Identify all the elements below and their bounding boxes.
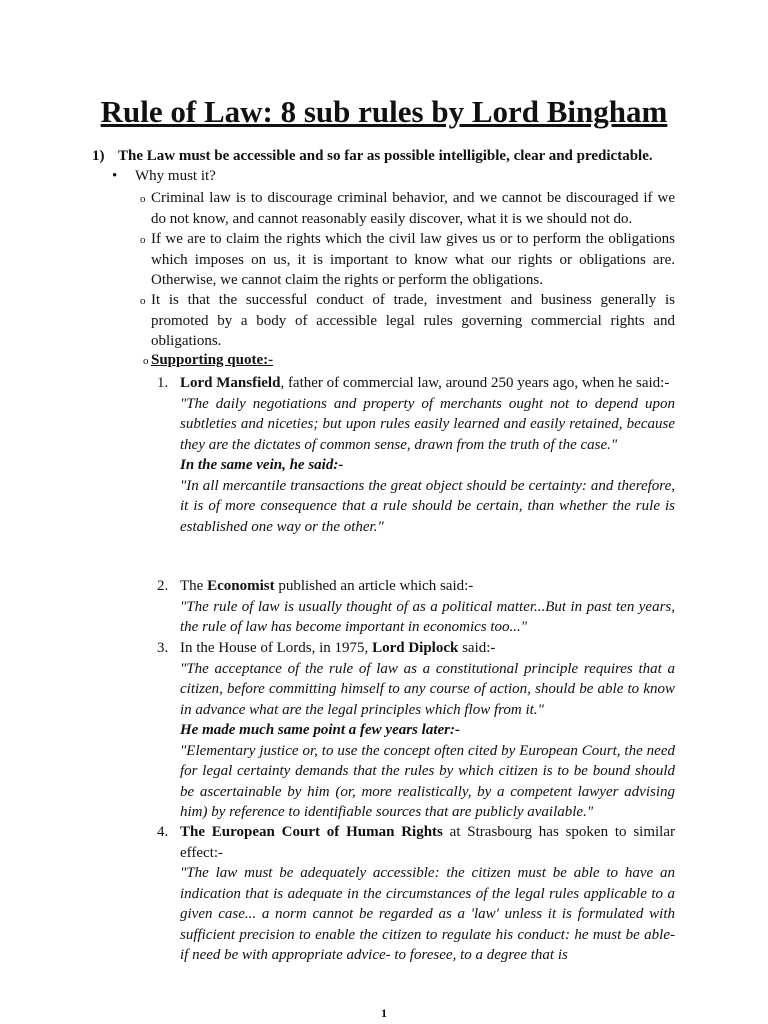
circle-bullet-icon: o: [140, 295, 146, 307]
quote-intro: , father of commercial law, around 250 years ago, when he said:-: [280, 375, 670, 391]
quote-intro: said:-: [458, 640, 496, 656]
section-heading-text: The Law must be accessible and so far as possible intelligible, clear and predictable.: [118, 148, 653, 164]
quote-source: Economist: [207, 578, 275, 594]
page-number: 1: [381, 1006, 387, 1020]
quote-intro: published an article which said:-: [274, 578, 474, 594]
supporting-quote-label: [143, 352, 273, 369]
quote-text: "The daily negotiations and property of merchants ought not to depend upon subtleties and niceties; but upon rules easily learned and easily retained, because they are the dictates of common sense, drawn from the truth of the case.": [180, 395, 675, 453]
quote-number: 1.: [157, 375, 169, 391]
quote-pre: In the House of Lords, in 1975,: [180, 640, 373, 656]
section-heading: [92, 148, 653, 165]
bullet-icon: •: [112, 168, 118, 184]
circle-bullet-icon: o: [140, 193, 146, 205]
quote-number: 3.: [157, 640, 169, 656]
page-title: Rule of Law: 8 sub rules by Lord Bingham: [100, 94, 668, 129]
sub-point: [140, 290, 675, 352]
section-number: 1): [92, 148, 105, 164]
sub-point-text: It is that the successful conduct of trade, investment and business generally is promoted by a body of accessible legal rules governing commercial rights and obligations.: [151, 292, 675, 349]
circle-bullet-icon: o: [140, 234, 146, 246]
supporting-quote-text: Supporting quote:-: [151, 352, 274, 368]
quote-intro: at Strasbourg has spoken to similar effect:-: [180, 824, 675, 861]
bullet-text: Why must it?: [135, 168, 216, 184]
sub-point: [140, 229, 675, 291]
quote-source: The European Court of Human Rights: [180, 824, 443, 840]
quote-text: "Elementary justice or, to use the concept often cited by European Court, the need for legal certainty demands that the rules by which citizen is to be bound should be ascertainable by him (or, more realistically, by a competent lawyer advising him) by reference to identifiable sources that are publicly available.": [180, 742, 675, 820]
quote-number: 2.: [157, 578, 169, 594]
quote-item: [157, 638, 675, 823]
quote-source: Lord Mansfield: [180, 375, 281, 391]
sub-point-text: Criminal law is to discourage criminal behavior, and we cannot be discouraged if we do not know, and cannot reasonably easily discover, what it is we should not do.: [151, 190, 675, 227]
sub-point: [140, 188, 675, 229]
quote-lead: He made much same point a few years later:-: [180, 722, 460, 738]
circle-bullet-icon: o: [143, 355, 149, 367]
quote-item: [157, 822, 675, 966]
quote-text: "The law must be adequately accessible: the citizen must be able to have an indication that is adequate in the circumstances of the legal rules applicable to a given case... a norm cannot be regarded as a 'law' unless it is formulated with sufficient precision to enable the citizen to regulate his conduct: he must be able- if need be with appropriate advice- to foresee, to a degree that is: [180, 865, 675, 963]
quote-item: [157, 576, 675, 638]
quote-lead: In the same vein, he said:-: [180, 457, 344, 473]
quote-pre: The: [180, 578, 208, 594]
quote-text: "The acceptance of the rule of law as a constitutional principle requires that a citizen, before committing himself to any course of action, should be able to know in advance what are the legal principles which flow from it.": [180, 660, 675, 718]
quote-text: "In all mercantile transactions the great object should be certainty: and therefore, it is of more consequence that a rule should be certain, than whether the rule is established one way or the other.": [180, 477, 675, 535]
quote-text: "The rule of law is usually thought of as a political matter...But in past ten years, the rule of law has become important in economics too...": [180, 598, 675, 635]
quote-item: [157, 373, 675, 537]
quote-source: Lord Diplock: [372, 640, 459, 656]
bullet-item: [112, 168, 216, 185]
sub-point-text: If we are to claim the rights which the civil law gives us or to perform the obligations which imposes on us, it is important to know what our rights or obligations are. Otherwise, we cannot claim the rights or perform the obligations.: [151, 231, 675, 288]
quote-number: 4.: [157, 824, 169, 840]
